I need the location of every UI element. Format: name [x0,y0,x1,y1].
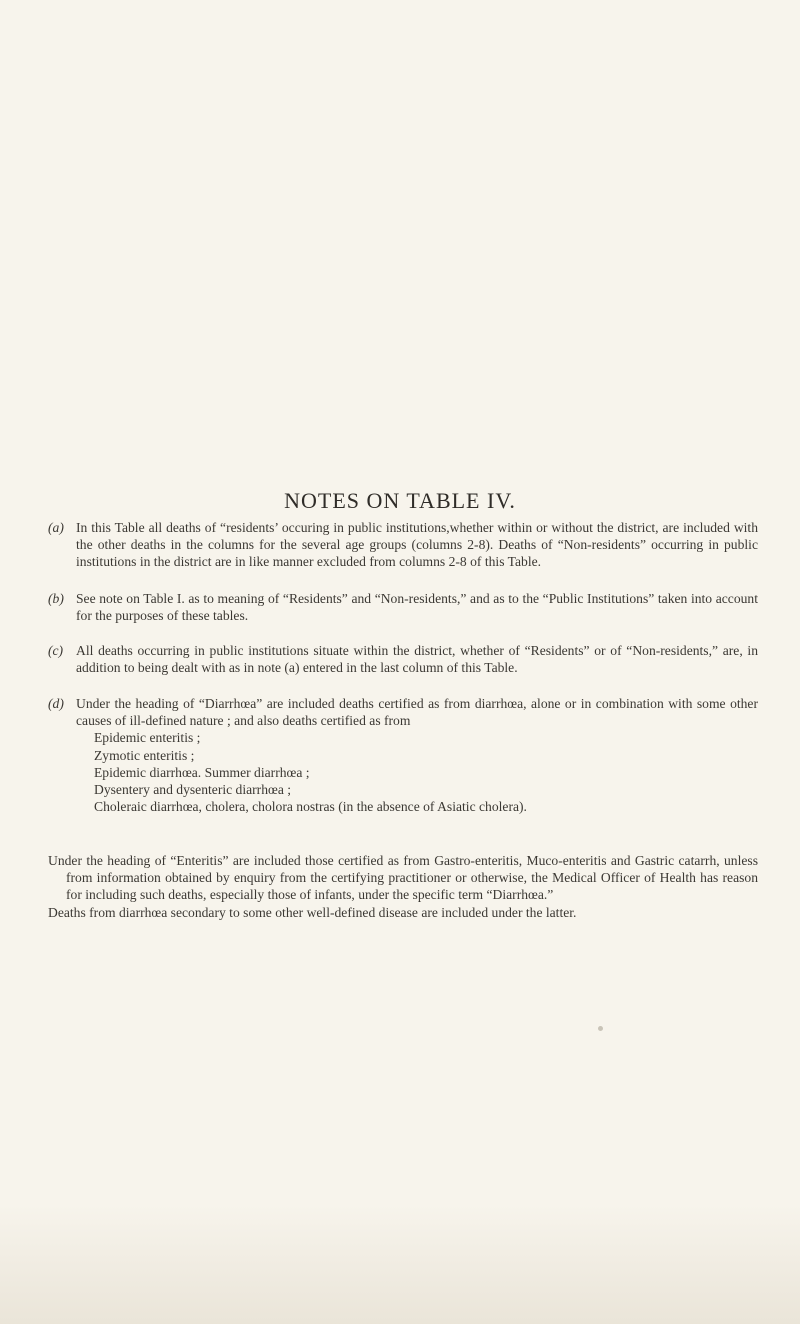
list-item: Choleraic diarrhœa, cholera, cholora nostras (in the absence of Asiatic cholera). [94,799,527,815]
note-marker: (c) [48,643,64,658]
list-item: Dysentery and dysenteric diarrhœa ; [94,782,292,798]
paragraph-secondary: Deaths from diarrhœa secondary to some other well-defined disease are included under the latter. [48,904,577,920]
list-item: Zymotic enteritis ; [94,747,195,763]
cause-list [94,729,758,815]
note-text: See note on Table I. as to meaning of “Residents” and “Non-residents,” and as to the “Public Institutions” taken into account for the purposes of these tables. [76,591,758,624]
note-b [48,590,758,624]
note-text: All deaths occurring in public institutions situate within the district, whether of “Residents” or of “Non-residents,” are, in addition to being dealt with as in note (a) entered in the last column of this Table. [76,643,758,676]
list-item: Epidemic enteritis ; [94,730,201,746]
note-text: Under the heading of “Diarrhœa” are included deaths certified as from diarrhœa, alone or in combination with some other causes of ill-defined nature ; and also deaths certified as from [76,696,758,729]
note-marker: (b) [48,591,64,606]
note-a [48,519,758,571]
paragraph-enteritis: Under the heading of “Enteritis” are included those certified as from Gastro-enteritis, Muco-enteritis and Gastric catarrh, unless from information obtained by enquiry from the certifying practitioner or otherwise, the Medical Officer of Health has reason for including such deaths, especially those of infants, under the specific term “Diarrhœa.” [48,853,758,903]
paper-speck [598,1026,603,1031]
note-text: In this Table all deaths of “residents’ occuring in public institutions,whether within or without the district, are included with the other deaths in the columns for the several age groups (columns 2-8). Deaths of “Non-residents” occurring in public institutions in the district are in like manner excluded from columns 2-8 of this Table. [76,520,758,570]
page-title: NOTES ON TABLE IV. [284,488,516,513]
list-item: Epidemic diarrhœa. Summer diarrhœa ; [94,764,310,780]
note-d-continued [48,852,758,921]
note-marker: (d) [48,696,64,711]
note-c [48,642,758,676]
note-d [48,695,758,815]
note-marker: (a) [48,520,64,535]
paper-shading [0,1204,800,1324]
